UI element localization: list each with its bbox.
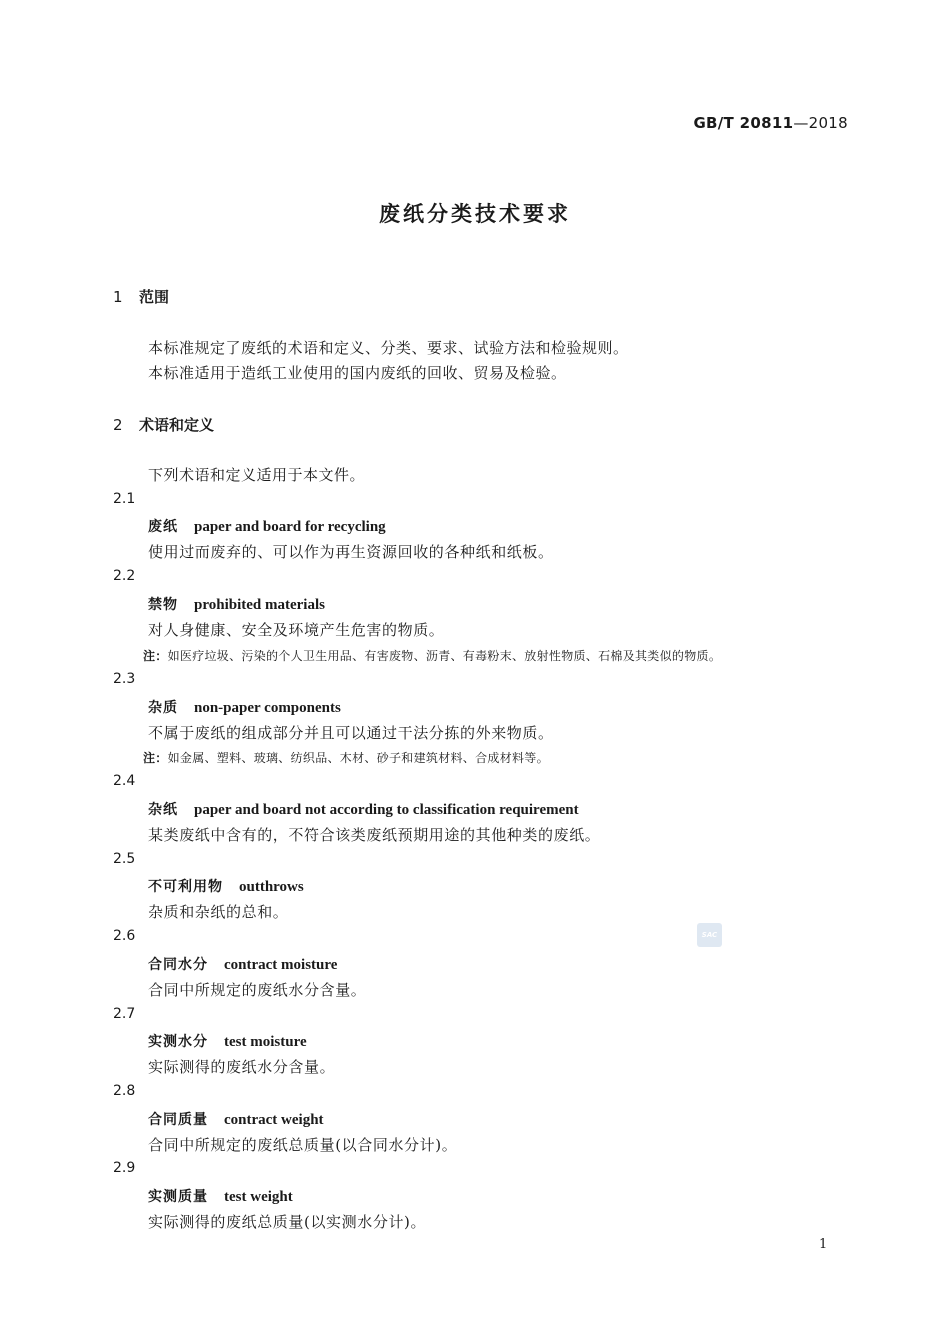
term-zh: 实测质量: [148, 1189, 208, 1205]
term-definition: 合同中所规定的废纸总质量(以合同水分计)。: [148, 1136, 458, 1154]
scope-paragraph: 本标准适用于造纸工业使用的国内废纸的回收、贸易及检验。: [148, 364, 567, 382]
terms-intro: 下列术语和定义适用于本文件。: [148, 466, 366, 484]
term-definition: 使用过而废弃的、可以作为再生资源回收的各种纸和纸板。: [148, 543, 554, 561]
note-text: 如医疗垃圾、污染的个人卫生用品、有害废物、沥青、有毒粉末、放射性物质、石棉及其类似的物质。: [167, 649, 722, 663]
term-en: contract weight: [224, 1112, 324, 1128]
term-en: test weight: [224, 1189, 293, 1205]
term-en: paper and board for recycling: [194, 519, 386, 535]
term-zh: 实测水分: [148, 1034, 208, 1050]
standard-year: 2018: [808, 114, 848, 132]
clause-number: 2.8: [113, 1083, 136, 1099]
term-zh: 合同质量: [148, 1112, 208, 1128]
standard-number: 20811: [739, 114, 794, 132]
term-heading: [148, 1186, 293, 1206]
sac-watermark-logo: SAC: [697, 923, 722, 947]
term-heading: [148, 799, 579, 819]
term-en: contract moisture: [224, 957, 338, 973]
standard-code: GB/T 20811—2018: [693, 114, 848, 132]
term-en: prohibited materials: [194, 597, 325, 613]
term-heading: [148, 1031, 307, 1051]
term-en: paper and board not according to classification requirement: [194, 802, 579, 818]
term-note: [143, 749, 549, 766]
term-zh: 杂质: [148, 700, 178, 716]
clause-number: 2.5: [113, 851, 136, 867]
term-definition: 对人身健康、安全及环境产生危害的物质。: [148, 621, 445, 639]
section-number: 1: [113, 288, 123, 306]
note-text: 如金属、塑料、玻璃、纺织品、木材、砂子和建筑材料、合成材料等。: [167, 751, 549, 765]
term-heading: [148, 1109, 324, 1129]
term-definition: 合同中所规定的废纸水分含量。: [148, 981, 367, 999]
term-definition: 某类废纸中含有的，不符合该类废纸预期用途的其他种类的废纸。: [148, 826, 601, 844]
term-en: outthrows: [239, 879, 304, 895]
document-title: 废纸分类技术要求: [379, 202, 571, 226]
term-heading: [148, 876, 304, 896]
note-label: 注：: [143, 751, 168, 765]
term-note: [143, 647, 721, 664]
clause-number: 2.1: [113, 491, 136, 507]
clause-number: 2.9: [113, 1160, 136, 1176]
term-zh: 不可利用物: [148, 879, 223, 895]
term-heading: [148, 697, 341, 717]
clause-number: 2.6: [113, 928, 136, 944]
term-zh: 杂纸: [148, 802, 178, 818]
section-heading-terms: [113, 414, 214, 435]
term-definition: 实际测得的废纸总质量(以实测水分计)。: [148, 1213, 427, 1231]
clause-number: 2.3: [113, 671, 136, 687]
term-heading: [148, 516, 386, 536]
term-definition: 实际测得的废纸水分含量。: [148, 1058, 336, 1076]
term-definition: 杂质和杂纸的总和。: [148, 903, 289, 921]
section-heading-scope: [113, 286, 169, 307]
scope-paragraph: 本标准规定了废纸的术语和定义、分类、要求、试验方法和检验规则。: [148, 339, 629, 357]
standard-prefix: GB/T: [693, 114, 735, 132]
term-heading: [148, 594, 325, 614]
term-en: test moisture: [224, 1034, 307, 1050]
page-number: 1: [819, 1237, 828, 1252]
term-zh: 禁物: [148, 597, 178, 613]
section-title: 范围: [139, 288, 170, 306]
term-zh: 废纸: [148, 519, 178, 535]
term-heading: [148, 954, 337, 974]
clause-number: 2.7: [113, 1006, 136, 1022]
term-zh: 合同水分: [148, 957, 208, 973]
clause-number: 2.4: [113, 773, 136, 789]
term-definition: 不属于废纸的组成部分并且可以通过干法分拣的外来物质。: [148, 724, 554, 742]
clause-number: 2.2: [113, 568, 136, 584]
section-title: 术语和定义: [139, 416, 215, 434]
term-en: non-paper components: [194, 700, 341, 716]
note-label: 注：: [143, 649, 168, 663]
section-number: 2: [113, 416, 123, 434]
